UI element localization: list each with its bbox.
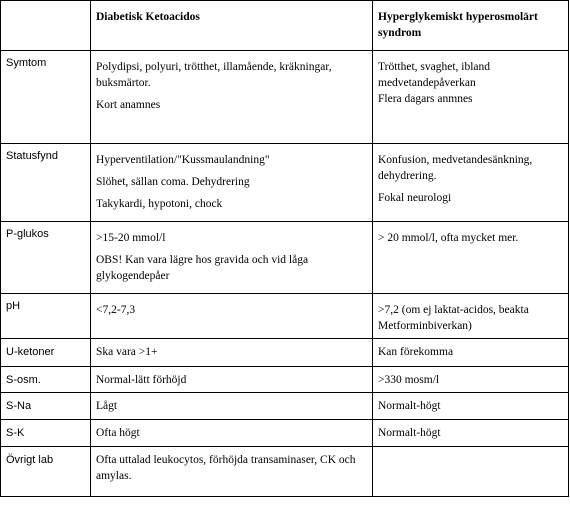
cell-text: <7,2-7,3 (96, 304, 136, 316)
table-row (1, 447, 569, 497)
hhs-cell (373, 367, 569, 393)
table-row (1, 222, 569, 294)
cell-text: Normalt-högt (378, 427, 441, 439)
row-label: P-glukos (1, 222, 91, 294)
hhs-cell (373, 393, 569, 420)
hhs-cell (373, 51, 569, 144)
hhs-cell (373, 294, 569, 339)
hhs-cell (373, 144, 569, 222)
cell-text: Ska vara >1+ (96, 346, 158, 358)
hhs-cell (373, 420, 569, 447)
row-label: Statusfynd (1, 144, 91, 222)
cell-text: Slöhet, sällan coma. Dehydrering (96, 176, 250, 188)
header-hhs: Hyperglykemiskt hyperosmolärt syndrom (373, 1, 569, 51)
dka-cell (91, 420, 373, 447)
table-row (1, 393, 569, 420)
cell-text: >330 mosm/l (378, 374, 440, 386)
cell-text: OBS! Kan vara lägre hos gravida och vid låga glykogendepåer (96, 254, 309, 282)
cell-text: >15-20 mmol/l (96, 232, 166, 244)
row-label: S-osm. (1, 367, 91, 393)
dka-cell (91, 447, 373, 497)
table-row (1, 51, 569, 144)
cell-text: Lågt (96, 400, 118, 412)
table-row (1, 420, 569, 447)
cell-text: Kort anamnes (96, 99, 161, 111)
hhs-cell (373, 222, 569, 294)
row-label: S-K (1, 420, 91, 447)
header-empty-cell (1, 1, 91, 51)
hhs-cell (373, 447, 569, 497)
header-row (1, 1, 569, 51)
dka-cell (91, 222, 373, 294)
dka-cell (91, 393, 373, 420)
cell-text: > 20 mmol/l, ofta mycket mer. (378, 232, 519, 244)
cell-text: Ofta uttalad leukocytos, förhöjda transaminaser, CK och amylas. (96, 454, 356, 482)
row-label: Övrigt lab (1, 447, 91, 497)
cell-text: Trötthet, svaghet, ibland medvetandepåverkan (378, 61, 491, 89)
cell-text: Normal-lätt förhöjd (96, 374, 187, 386)
cell-text: Ofta högt (96, 427, 140, 439)
row-label: Symtom (1, 51, 91, 144)
dka-cell (91, 294, 373, 339)
cell-text: Polydipsi, polyuri, trötthet, illamående, kräkningar, buksmärtor. (96, 61, 332, 89)
cell-text: Normalt-högt (378, 400, 441, 412)
row-label: U-ketoner (1, 339, 91, 367)
dka-cell (91, 339, 373, 367)
hhs-cell (373, 339, 569, 367)
cell-text: Kan förekomma (378, 346, 454, 358)
cell-text: Konfusion, medvetandesänkning, dehydrering. (378, 154, 533, 182)
table-row (1, 144, 569, 222)
table-row (1, 294, 569, 339)
table-row (1, 339, 569, 367)
cell-text: Hyperventilation/"Kussmaulandning" (96, 154, 270, 166)
dka-cell (91, 144, 373, 222)
row-label: S-Na (1, 393, 91, 420)
header-dka: Diabetisk Ketoacidos (91, 1, 373, 51)
cell-text: Flera dagars anmnes (378, 93, 473, 105)
cell-text: Fokal neurologi (378, 192, 452, 204)
row-label: pH (1, 294, 91, 339)
dka-cell (91, 367, 373, 393)
cell-text: >7,2 (om ej laktat-acidos, beakta Metforminbiverkan) (378, 304, 529, 332)
dka-cell (91, 51, 373, 144)
table-row (1, 367, 569, 393)
cell-text: Takykardi, hypotoni, chock (96, 198, 223, 210)
